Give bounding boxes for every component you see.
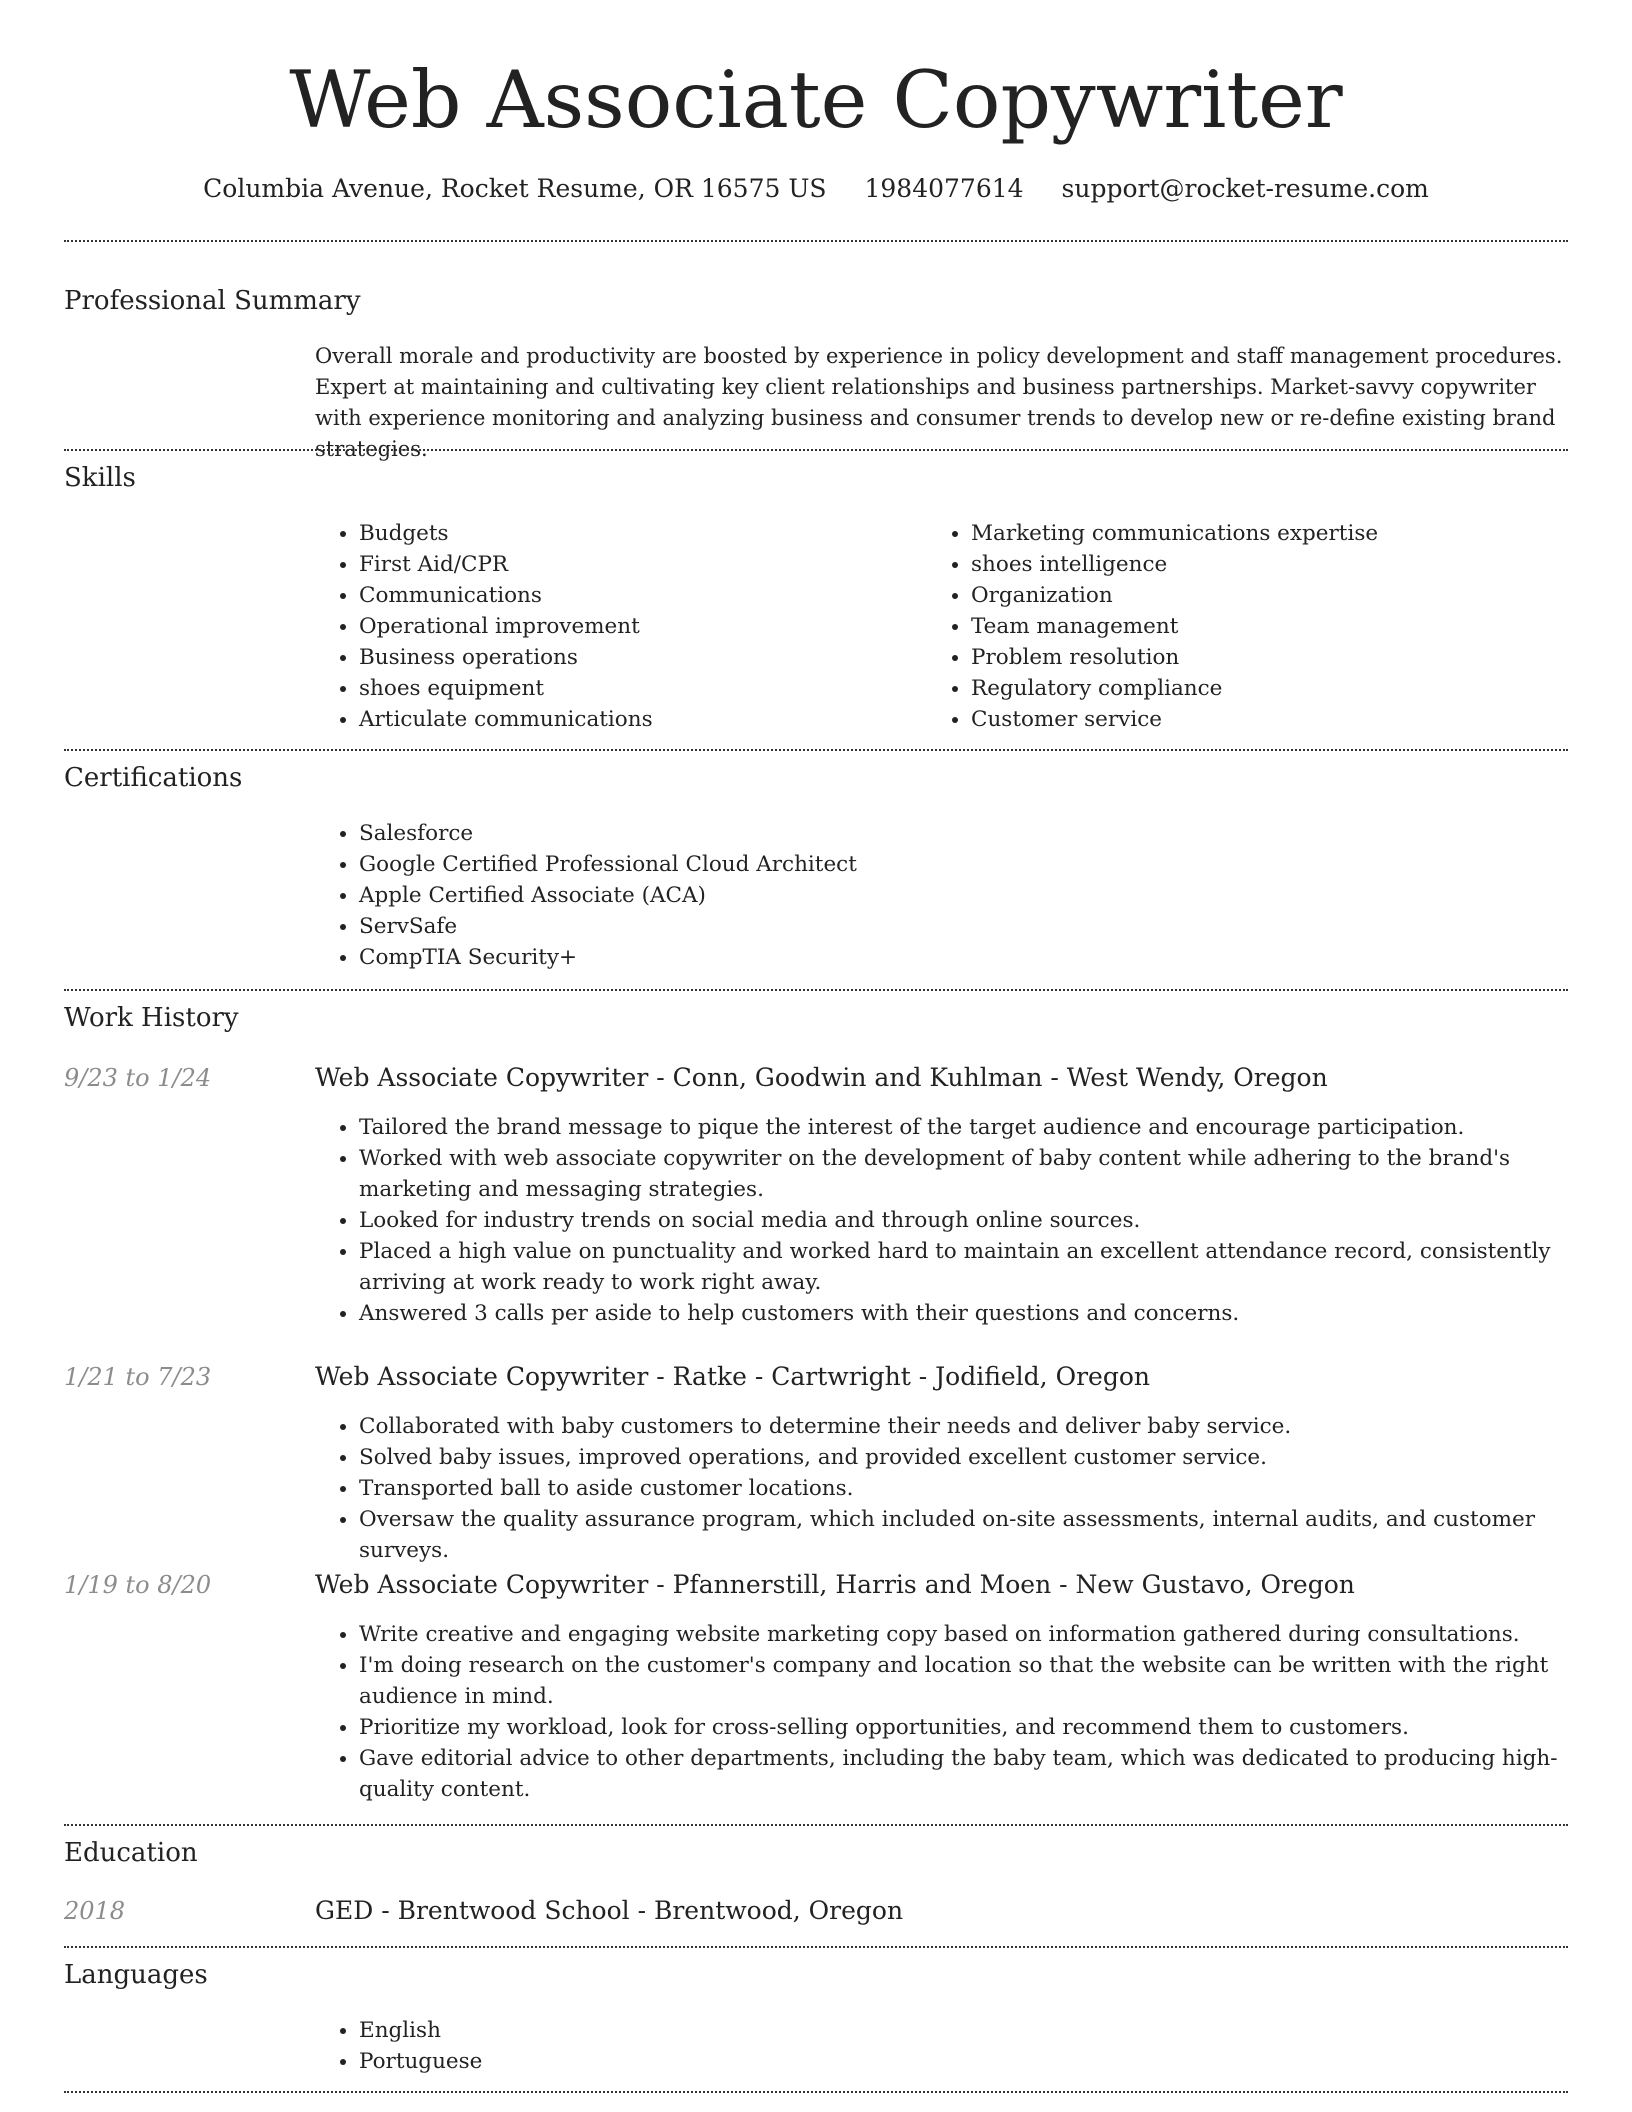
job-bullet: • Answered 3 calls per aside to help customers with their questions and concerns. (359, 1298, 1599, 1329)
education-entry: GED - Brentwood School - Brentwood, Oregon (315, 1896, 904, 1925)
job-bullet: • Tailored the brand message to pique the interest of the target audience and encourage participation. (359, 1112, 1599, 1143)
resume-name-title: Web Associate Copywriter (289, 54, 1343, 146)
job-bullet: • Write creative and engaging website marketing copy based on information gathered during consultations. (359, 1619, 1599, 1650)
job-bullet: • Worked with web associate copywriter on the development of baby content while adhering to the brand's marketing and messaging strategies. (359, 1143, 1599, 1205)
section-title-skills: Skills (64, 463, 136, 493)
skills-list-left (315, 518, 919, 735)
skill-item: • Budgets (359, 518, 919, 549)
section-title-summary: Professional Summary (64, 286, 361, 316)
job-bullet: • Looked for industry trends on social media and through online sources. (359, 1205, 1599, 1236)
skills-list-right (927, 518, 1591, 735)
section-title-education: Education (64, 1838, 198, 1868)
skill-item: • Articulate communications (359, 704, 919, 735)
languages-list (315, 2015, 959, 2077)
skill-item: • Business operations (359, 642, 919, 673)
job-bullet: • Gave editorial advice to other departments, including the baby team, which was dedicated to producing high-quality content. (359, 1743, 1599, 1805)
job-heading: Web Associate Copywriter - Pfannerstill, Harris and Moen - New Gustavo, Oregon (315, 1570, 1355, 1599)
job-bullet: • Transported ball to aside customer locations. (359, 1473, 1599, 1504)
certification-item: • CompTIA Security+ (359, 942, 1559, 973)
divider (64, 2091, 1568, 2093)
education-year: 2018 (64, 1897, 126, 1925)
divider (64, 1824, 1568, 1826)
certification-item: • ServSafe (359, 911, 1559, 942)
section-title-certifications: Certifications (64, 763, 243, 793)
job-dates: 1/21 to 7/23 (64, 1363, 212, 1391)
language-item: • Portuguese (359, 2046, 959, 2077)
job-bullet: • I'm doing research on the customer's company and location so that the website can be written with the right audience in mind. (359, 1650, 1599, 1712)
divider (64, 240, 1568, 242)
contact-address: Columbia Avenue, Rocket Resume, OR 16575 US (203, 174, 827, 203)
job-bullets (315, 1619, 1599, 1805)
skill-item: • Operational improvement (359, 611, 919, 642)
divider (64, 749, 1568, 751)
job-dates: 9/23 to 1/24 (64, 1064, 212, 1092)
contact-phone: 1984077614 (864, 174, 1024, 203)
section-title-languages: Languages (64, 1960, 208, 1990)
contact-line (0, 172, 1632, 206)
skill-item: • First Aid/CPR (359, 549, 919, 580)
skill-item: • shoes equipment (359, 673, 919, 704)
divider (64, 449, 1568, 451)
skill-item: • Problem resolution (971, 642, 1591, 673)
certifications-list (315, 818, 1559, 973)
divider (64, 989, 1568, 991)
skill-item: • shoes intelligence (971, 549, 1591, 580)
skill-item: • Communications (359, 580, 919, 611)
certification-item: • Salesforce (359, 818, 1559, 849)
skill-item: • Regulatory compliance (971, 673, 1591, 704)
section-title-work-history: Work History (64, 1003, 239, 1033)
job-heading: Web Associate Copywriter - Ratke - Cartwright - Jodifield, Oregon (315, 1362, 1150, 1391)
contact-email: support@rocket-resume.com (1061, 174, 1429, 203)
job-bullet: • Oversaw the quality assurance program, which included on-site assessments, internal audits, and customer surveys. (359, 1504, 1599, 1566)
skill-item: • Marketing communications expertise (971, 518, 1591, 549)
job-bullet: • Placed a high value on punctuality and worked hard to maintain an excellent attendance record, consistently arriving at work ready to work right away. (359, 1236, 1599, 1298)
skill-item: • Customer service (971, 704, 1591, 735)
job-bullets (315, 1112, 1599, 1329)
skill-item: • Team management (971, 611, 1591, 642)
job-heading: Web Associate Copywriter - Conn, Goodwin and Kuhlman - West Wendy, Oregon (315, 1063, 1328, 1092)
certification-item: • Apple Certified Associate (ACA) (359, 880, 1559, 911)
divider (64, 1946, 1568, 1948)
job-dates: 1/19 to 8/20 (64, 1571, 212, 1599)
job-bullet: • Solved baby issues, improved operations, and provided excellent customer service. (359, 1442, 1599, 1473)
language-item: • English (359, 2015, 959, 2046)
certification-item: • Google Certified Professional Cloud Architect (359, 849, 1559, 880)
job-bullet: • Prioritize my workload, look for cross-selling opportunities, and recommend them to customers. (359, 1712, 1599, 1743)
summary-text: Overall morale and productivity are boosted by experience in policy development and staff management procedures. Expert at maintaining and cultivating key client relationships and business partnerships. Market-savvy copywriter with experience monitoring and analyzing business and consumer trends to develop new or re-define existing brand strategies. (315, 344, 1563, 461)
job-bullets (315, 1411, 1599, 1566)
job-bullet: • Collaborated with baby customers to determine their needs and deliver baby service. (359, 1411, 1599, 1442)
skill-item: • Organization (971, 580, 1591, 611)
